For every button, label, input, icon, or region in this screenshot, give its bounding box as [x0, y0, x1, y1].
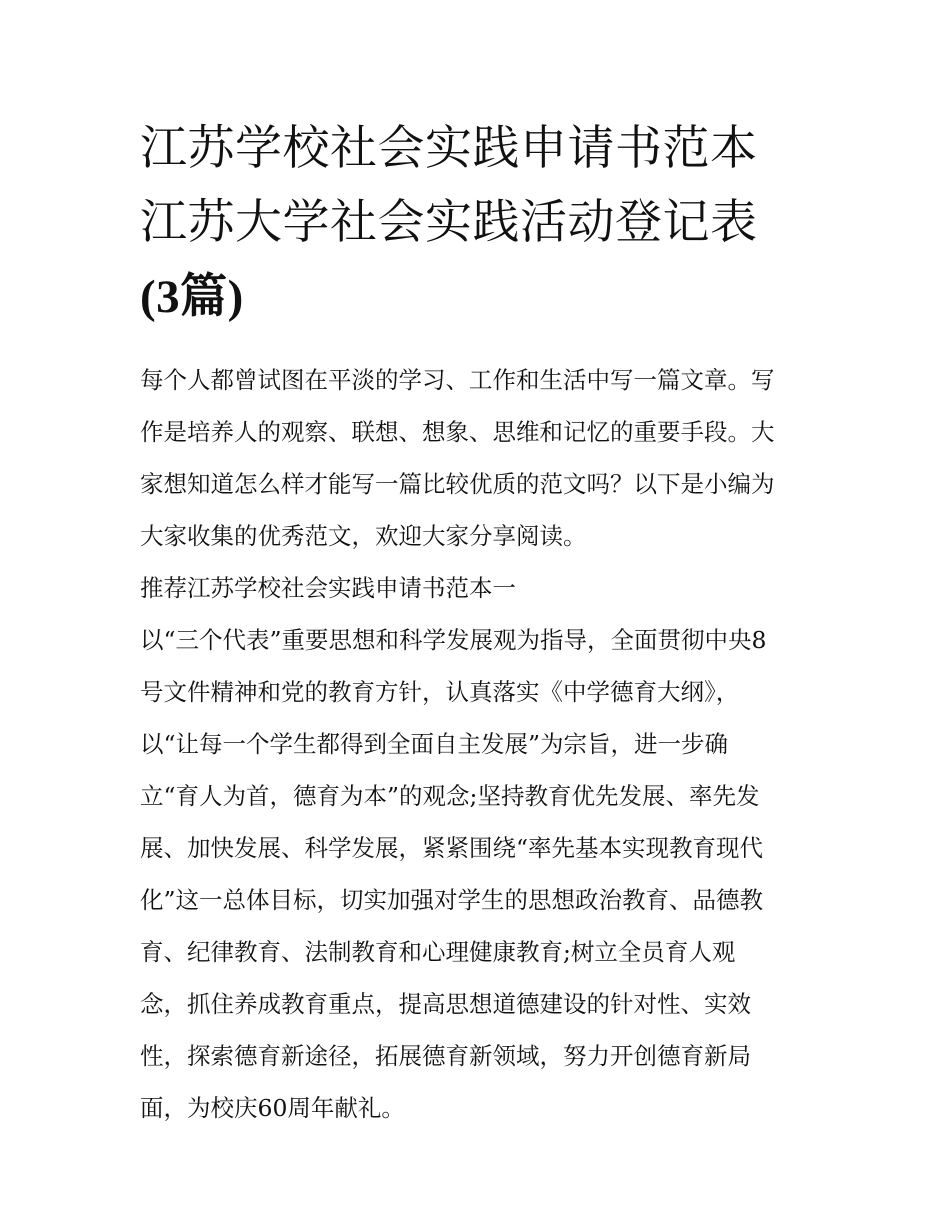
body-line: 性，探索德育新途径，拓展德育新领域，努力开创德育新局: [140, 1042, 751, 1070]
document-body: [140, 354, 830, 1134]
body-line: 每个人都曾试图在平淡的学习、工作和生活中写一篇文章。写: [140, 366, 775, 394]
title-line-2: 江苏大学社会实践活动登记表: [140, 195, 758, 250]
body-line: 展、加快发展、科学发展，紧紧围绕“率先基本实现教育现代: [140, 834, 764, 862]
body-line: 家想知道怎么样才能写一篇比较优质的范文吗？以下是小编为: [140, 470, 775, 498]
body-line: 以“让每一个学生都得到全面自主发展”为宗旨，进一步确: [140, 730, 729, 758]
title-line-3: (3篇): [140, 271, 244, 323]
body-line: 以“三个代表”重要思想和科学发展观为指导，全面贯彻中央8: [140, 626, 767, 654]
body-line: 面，为校庆60周年献礼。: [140, 1094, 405, 1122]
title-line-1: 江苏学校社会实践申请书范本: [140, 121, 758, 176]
body-line: 号文件精神和党的教育方针，认真落实《中学德育大纲》，: [140, 678, 740, 706]
body-line: 化”这一总体目标，切实加强对学生的思想政治教育、品德教: [140, 886, 764, 914]
body-line: 念，抓住养成教育重点，提高思想道德建设的针对性、实效: [140, 990, 751, 1018]
body-line: 育、纪律教育、法制教育和心理健康教育;树立全员育人观: [140, 938, 736, 966]
body-line: 大家收集的优秀范文，欢迎大家分享阅读。: [140, 522, 587, 550]
section-heading: 推荐江苏学校社会实践申请书范本一: [140, 574, 516, 602]
body-line: 立“育人为首，德育为本”的观念;坚持教育优先发展、率先发: [140, 782, 760, 810]
body-line: 作是培养人的观察、联想、想象、思维和记忆的重要手段。大: [140, 418, 775, 446]
document-title: [140, 112, 830, 334]
